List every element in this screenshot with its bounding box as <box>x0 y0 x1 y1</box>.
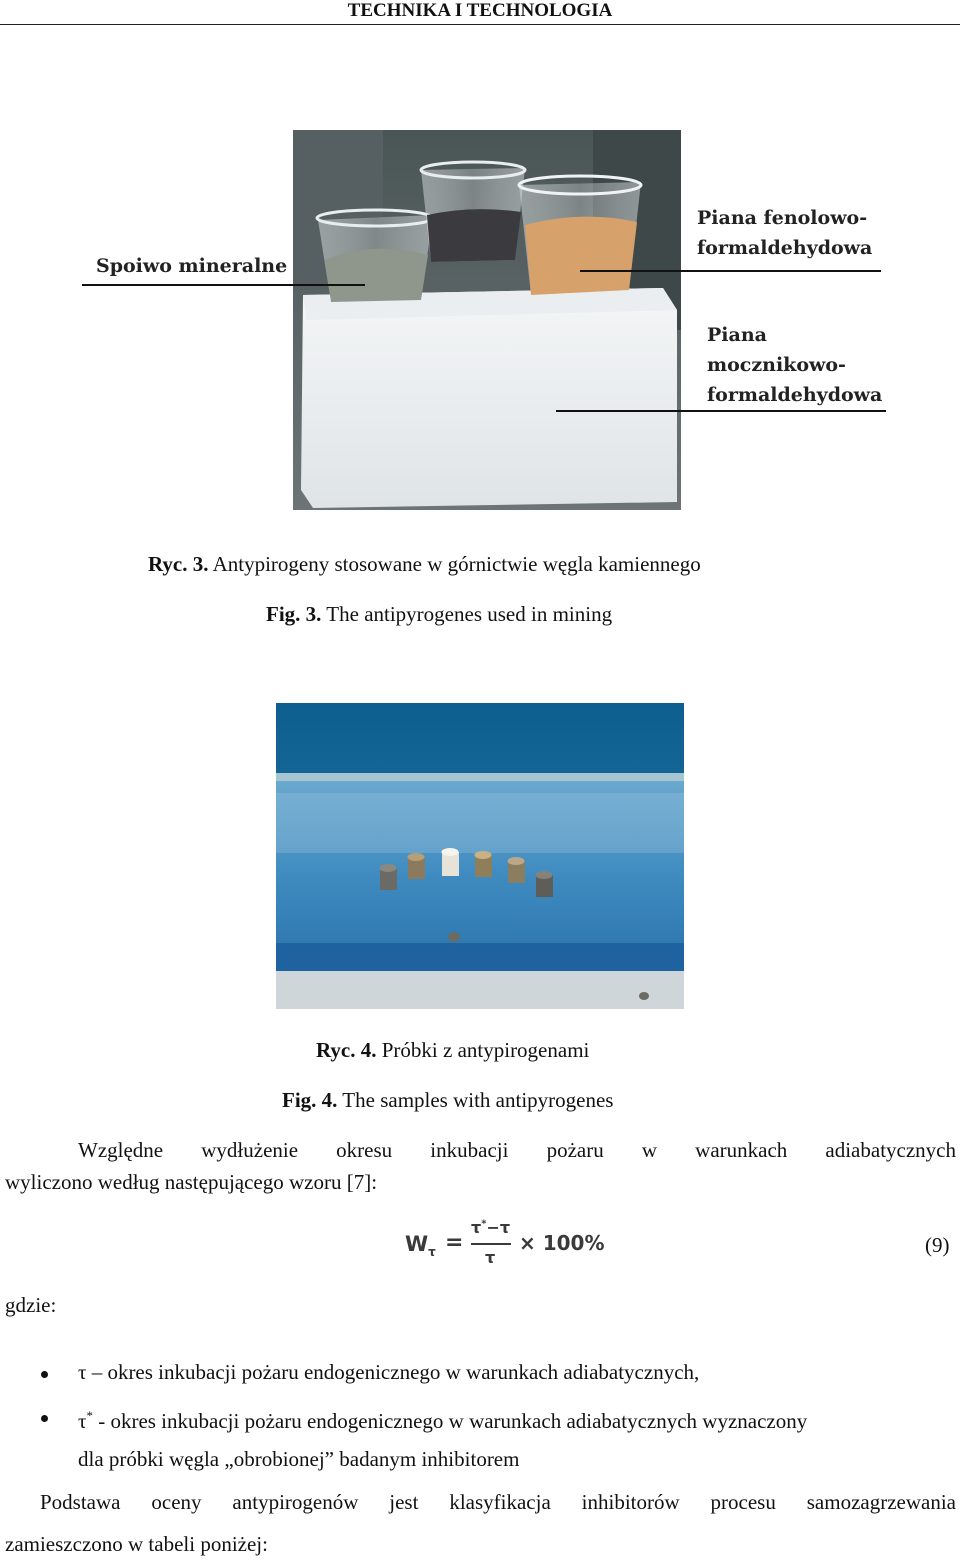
equation-9 <box>405 1218 605 1274</box>
paragraph-1-line-1: Względne wydłużenie okresu inkubacji pożaru w warunkach adiabatycznych <box>78 1138 956 1162</box>
figure-3-caption-pl <box>148 551 701 577</box>
equation-number: (9) <box>925 1233 950 1257</box>
formula-lhs <box>405 1232 436 1259</box>
formula-star: * <box>481 1218 487 1230</box>
caption-number: Ryc. 4. <box>316 1038 377 1062</box>
figure-4-caption-pl <box>316 1037 589 1063</box>
leader-line-mocznikowo <box>556 410 886 412</box>
tau-star-symbol: τ <box>78 1409 87 1433</box>
label-piana-mocznikowo-1: Piana <box>707 324 767 346</box>
formula-minus-tau: −τ <box>486 1218 511 1237</box>
caption-number: Fig. 3. <box>266 602 322 626</box>
figure-3-caption-en <box>266 601 612 627</box>
formula-denominator: τ <box>485 1248 496 1267</box>
tau-star-superscript: * <box>86 1408 93 1423</box>
caption-number: Fig. 4. <box>282 1088 338 1112</box>
bullet-dot <box>41 1371 48 1378</box>
label-piana-fenolowo-2: formaldehydowa <box>697 237 873 259</box>
figure-4-caption-en <box>282 1087 613 1113</box>
paragraph-2-line-2: zamieszczono w tabeli poniżej: <box>5 1532 268 1556</box>
formula-fraction-bar <box>471 1243 511 1245</box>
figure-4-illustration <box>276 703 684 1009</box>
caption-text: The antipyrogenes used in mining <box>326 602 613 626</box>
bullet-1-text: τ – okres inkubacji pożaru endogenicznego w warunkach adiabatycznych, <box>78 1360 700 1384</box>
label-piana-mocznikowo-2: mocznikowo- <box>707 354 846 376</box>
formula-numerator <box>471 1218 510 1237</box>
leader-line-spoiwo <box>82 284 365 286</box>
caption-number: Ryc. 3. <box>148 552 209 576</box>
figure-4-photo <box>276 703 684 1009</box>
label-piana-fenolowo-1: Piana fenolowo- <box>697 207 868 229</box>
formula-lhs-subscript: τ <box>428 1245 436 1260</box>
formula-equals: = <box>445 1230 464 1255</box>
formula-lhs-symbol: W <box>405 1232 429 1256</box>
bullet-2-text <box>78 1399 807 1438</box>
bullet-dot <box>41 1415 48 1422</box>
where-label: gdzie: <box>5 1293 57 1317</box>
caption-text: Antypirogeny stosowane w górnictwie węgla kamiennego <box>212 552 701 576</box>
paragraph-2-line-1: Podstawa oceny antypirogenów jest klasyfikacja inhibitorów procesu samozagrzewania <box>40 1490 956 1514</box>
running-header: TECHNIKA I TECHNOLOGIA <box>0 0 960 25</box>
figure-3-photo <box>293 130 681 510</box>
formula-tau: τ <box>471 1218 482 1237</box>
caption-text: Próbki z antypirogenami <box>381 1038 590 1062</box>
formula-times-100: × 100% <box>519 1231 605 1255</box>
leader-line-fenolowo <box>580 270 881 272</box>
figure-3-illustration <box>293 130 681 510</box>
caption-text: The samples with antipyrogenes <box>342 1088 614 1112</box>
label-spoiwo-mineralne: Spoiwo mineralne <box>96 255 288 277</box>
paragraph-1-line-2: wyliczono według następującego wzoru [7]: <box>5 1170 378 1194</box>
bullet-2-body: - okres inkubacji pożaru endogenicznego w warunkach adiabatycznych wyznaczony <box>92 1409 808 1433</box>
bullet-2-continuation: dla próbki węgla „obrobionej” badanym inhibitorem <box>78 1447 520 1471</box>
label-piana-mocznikowo-3: formaldehydowa <box>707 384 883 406</box>
